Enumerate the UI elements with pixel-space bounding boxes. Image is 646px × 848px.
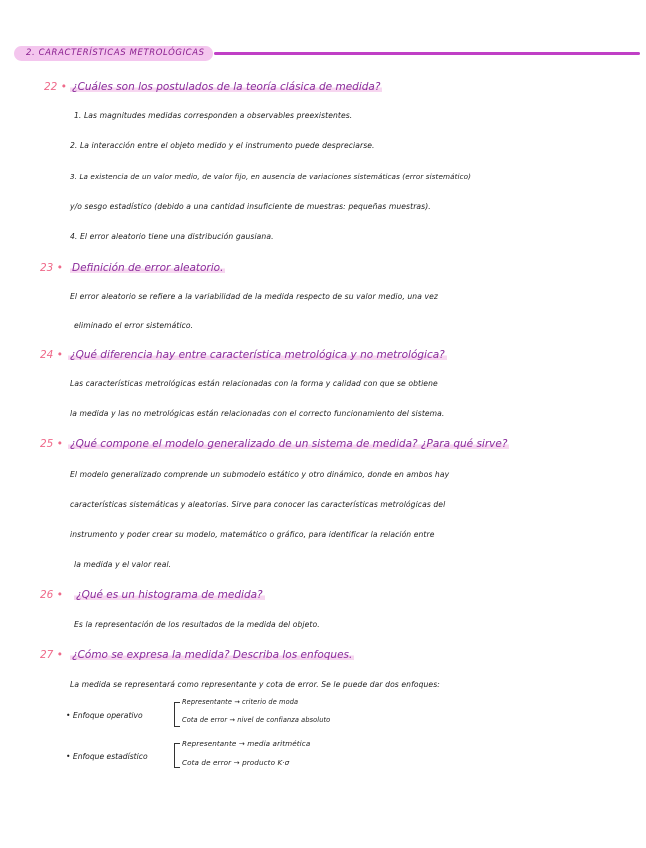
section-underline bbox=[214, 52, 640, 55]
answer-line: la medida y las no metrológicas están relacionadas con el correcto funcionamiento del sistema. bbox=[70, 409, 445, 418]
section-title: 2. CARACTERÍSTICAS METROLÓGICAS bbox=[14, 46, 213, 61]
approach-label: • Enfoque operativo bbox=[66, 711, 143, 720]
question-number-27: 27 • bbox=[40, 649, 63, 661]
approach-label: • Enfoque estadístico bbox=[66, 752, 148, 761]
answer-line: y/o sesgo estadístico (debido a una cantidad insuficiente de muestras: pequeñas muestras). bbox=[70, 202, 431, 211]
answer-line: Las características metrológicas están relacionadas con la forma y calidad con que se obtiene bbox=[70, 379, 438, 388]
answer-line: Es la representación de los resultados de la medida del objeto. bbox=[74, 620, 320, 629]
approach-item: Representante → media aritmética bbox=[182, 739, 311, 748]
question-title-24: ¿Qué diferencia hay entre característica metrológica y no metrológica? bbox=[70, 349, 445, 361]
question-number-23: 23 • bbox=[40, 262, 63, 274]
section-header bbox=[14, 46, 640, 62]
answer-line: instrumento y poder crear su modelo, matemático o gráfico, para identificar la relación entre bbox=[70, 530, 435, 539]
answer-line: 2. La interacción entre el objeto medido y el instrumento puede despreciarse. bbox=[70, 141, 375, 150]
approach-item: Representante → criterio de moda bbox=[182, 698, 299, 706]
question-number-26: 26 • bbox=[40, 589, 63, 601]
brace bbox=[174, 702, 180, 727]
approach-item: Cota de error → nivel de confianza absoluto bbox=[182, 716, 331, 724]
answer-line: El error aleatorio se refiere a la variabilidad de la medida respecto de su valor medio, una vez bbox=[70, 292, 438, 301]
question-title-26: ¿Qué es un histograma de medida? bbox=[76, 589, 263, 601]
question-title-23: Definición de error aleatorio. bbox=[72, 262, 224, 274]
brace bbox=[174, 743, 180, 768]
question-title-25: ¿Qué compone el modelo generalizado de un sistema de medida? ¿Para qué sirve? bbox=[70, 438, 508, 450]
approach-item: Cota de error → producto K·σ bbox=[182, 758, 290, 767]
question-number-22: 22 • bbox=[44, 81, 67, 93]
answer-line: 1. Las magnitudes medidas corresponden a observables preexistentes. bbox=[74, 111, 353, 120]
question-number-24: 24 • bbox=[40, 349, 63, 361]
answer-line: características sistemáticas y aleatorias. Sirve para conocer las características metrológicas del bbox=[70, 500, 446, 509]
answer-line: El modelo generalizado comprende un submodelo estático y otro dinámico, donde en ambos hay bbox=[70, 470, 450, 479]
answer-line: la medida y el valor real. bbox=[74, 560, 172, 569]
answer-line: 4. El error aleatorio tiene una distribución gausiana. bbox=[70, 232, 274, 241]
answer-intro: La medida se representará como representante y cota de error. Se le puede dar dos enfoques: bbox=[70, 680, 440, 689]
answer-line: 3. La existencia de un valor medio, de valor fijo, en ausencia de variaciones sistemáticas (error sistemático) bbox=[70, 172, 472, 181]
answer-line: eliminado el error sistemático. bbox=[74, 321, 194, 330]
question-title-22: ¿Cuáles son los postulados de la teoría clásica de medida? bbox=[72, 81, 381, 93]
question-number-25: 25 • bbox=[40, 438, 63, 450]
question-title-27: ¿Cómo se expresa la medida? Describa los enfoques. bbox=[72, 649, 353, 661]
